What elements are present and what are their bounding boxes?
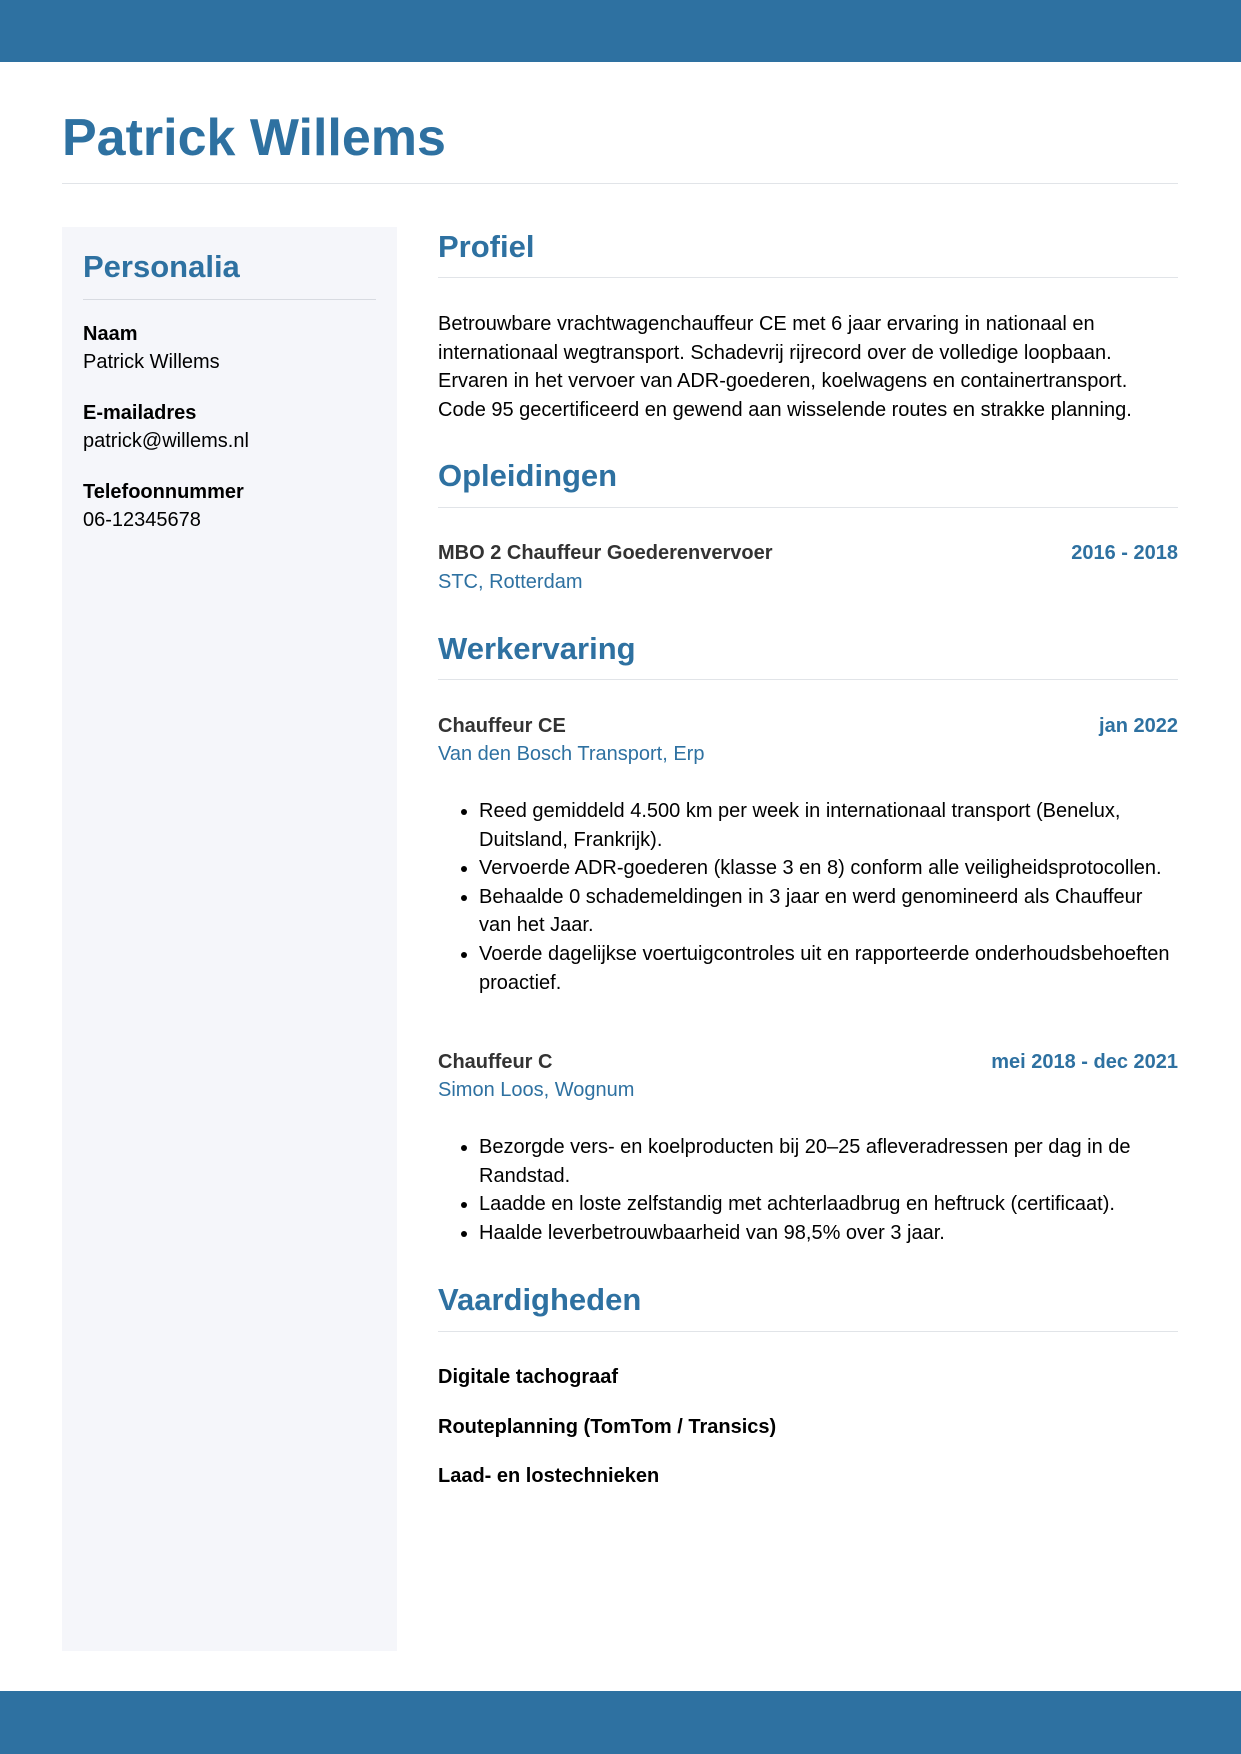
skill-item: Laad- en lostechnieken	[438, 1465, 660, 1487]
section-heading: Werkervaring	[438, 631, 636, 666]
field-label: E-mailadres	[83, 402, 197, 424]
entry-date: 2016 - 2018	[1071, 542, 1178, 564]
field-label: Telefoonnummer	[83, 481, 244, 503]
job-title: Chauffeur C	[438, 1051, 553, 1073]
list-item: • Laadde en loste zelfstandig met achterlaadbrug en heftruck (certificaat).	[479, 1190, 1178, 1219]
phone-field	[83, 478, 383, 534]
company-name: Van den Bosch Transport, Erp	[438, 743, 705, 765]
field-label: Naam	[83, 323, 138, 345]
job-title: Chauffeur CE	[438, 715, 566, 737]
list-item: • Voerde dagelijkse voertuigcontroles uit en rapporteerde onderhoudsbehoeften proactief.	[479, 940, 1178, 997]
entry-date: mei 2018 - dec 2021	[991, 1051, 1178, 1073]
section-divider	[438, 1331, 1178, 1332]
personal-info-sidebar	[62, 227, 397, 1651]
job-entry	[438, 712, 1178, 740]
list-item: • Reed gemiddeld 4.500 km per week in internationaal transport (Benelux, Duitsland, Frankrijk).	[479, 797, 1178, 854]
section-divider	[438, 679, 1178, 680]
field-value: Patrick Willems	[83, 351, 220, 373]
skill-item: Digitale tachograaf	[438, 1366, 619, 1388]
footer-bar	[0, 1691, 1241, 1754]
name-field	[83, 320, 383, 376]
entry-date: jan 2022	[1099, 715, 1178, 737]
job-bullets	[438, 1133, 1178, 1247]
list-item: • Bezorgde vers- en koelproducten bij 20–25 afleveradressen per dag in de Randstad.	[479, 1133, 1178, 1190]
degree-title: MBO 2 Chauffeur Goederenvervoer	[438, 542, 773, 564]
header-bar	[0, 0, 1241, 62]
section-heading: Opleidingen	[438, 458, 618, 493]
section-divider	[438, 277, 1178, 278]
skill-item: Routeplanning (TomTom / Transics)	[438, 1416, 777, 1438]
institution: STC, Rotterdam	[438, 571, 583, 593]
page-title: Patrick Willems	[62, 109, 446, 167]
job-bullets	[438, 797, 1178, 997]
education-entry	[438, 539, 1178, 567]
profile-text: Betrouwbare vrachtwagenchauffeur CE met 6 jaar ervaring in nationaal en internationaal wegtransport. Schadevrij rijrecord over de volledige loopbaan. Ervaren in het vervoer van ADR-goederen, koelwagens en containertransport. Code 95 gecertificeerd en gewend aan wisselende routes en strakke planning.	[438, 313, 1132, 421]
section-heading: Vaardigheden	[438, 1282, 642, 1317]
list-item: • Behaalde 0 schademeldingen in 3 jaar en werd genomineerd als Chauffeur van het Jaar.	[479, 883, 1178, 940]
sidebar-divider	[83, 299, 376, 300]
company-name: Simon Loos, Wognum	[438, 1079, 635, 1101]
field-value: 06-12345678	[83, 509, 201, 531]
field-value: patrick@willems.nl	[83, 430, 249, 452]
list-item: • Vervoerde ADR-goederen (klasse 3 en 8) conform alle veiligheidsprotocollen.	[479, 854, 1178, 883]
job-entry	[438, 1048, 1178, 1076]
email-field	[83, 399, 383, 455]
section-divider	[438, 507, 1178, 508]
list-item: • Haalde leverbetrouwbaarheid van 98,5% over 3 jaar.	[479, 1219, 1178, 1248]
section-heading: Profiel	[438, 229, 535, 264]
title-divider	[62, 183, 1178, 184]
sidebar-heading: Personalia	[83, 249, 240, 284]
